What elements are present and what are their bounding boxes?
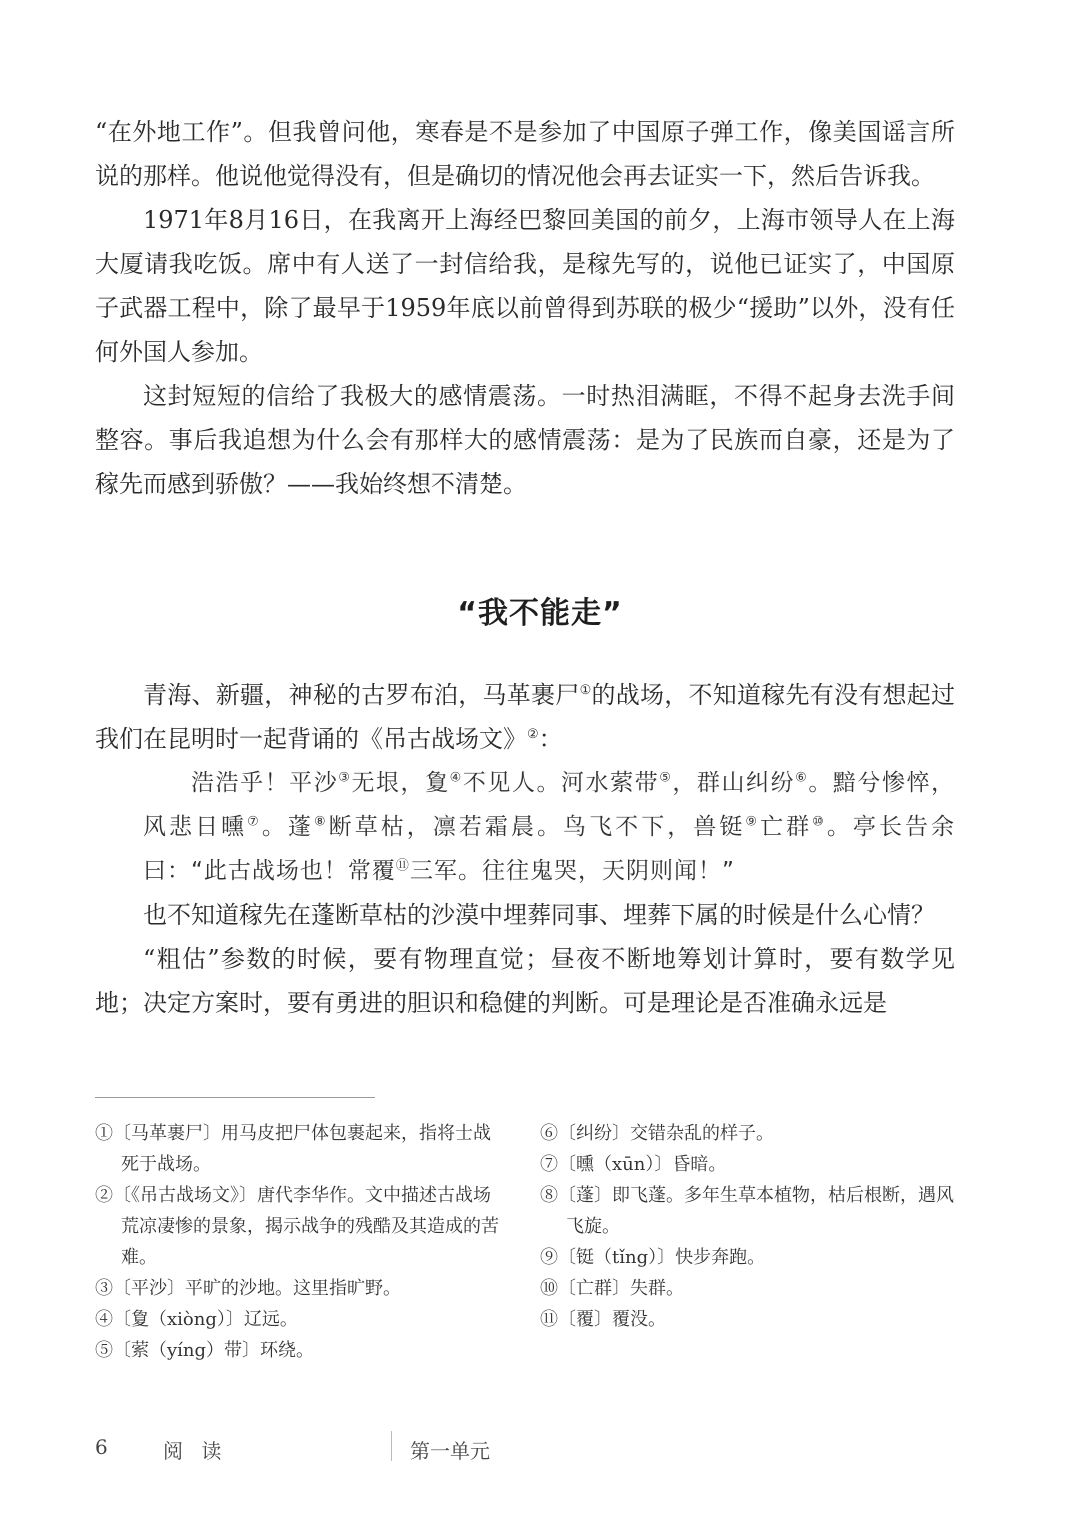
text-run: 不见人。河水萦带 bbox=[462, 770, 660, 796]
footnote: ⑩〔亡群〕失群。 bbox=[540, 1278, 684, 1299]
footnote: ⑪〔覆〕覆没。 bbox=[540, 1309, 666, 1330]
text-run: 无垠，夐 bbox=[351, 770, 450, 796]
text-run: 。黯兮惨悴，风悲日曛 bbox=[143, 770, 956, 840]
footnote-divider bbox=[95, 1097, 375, 1098]
text-run: 。亭长告余曰：“此古战场也！常覆 bbox=[143, 814, 956, 884]
text-run: 的战场，不知道稼先有没有想起过我们在昆明时一起背诵的《吊古战场文》 bbox=[95, 681, 956, 753]
text-run: 三军。往往鬼哭，天阴则闻！” bbox=[409, 858, 735, 884]
footnote-ref: ⑤ bbox=[659, 770, 673, 786]
section-heading: “我不能走” bbox=[457, 596, 623, 631]
section-two-text bbox=[95, 673, 955, 1025]
footnote: ②〔《吊古战场文》〕唐代李华作。文中描述古战场荒凉凄惨的景象，揭示战争的残酷及其造成的苦难。 bbox=[95, 1185, 499, 1268]
paragraph bbox=[95, 673, 955, 761]
footnote-ref: ③ bbox=[338, 770, 352, 786]
section-label: 阅 读 bbox=[163, 1439, 228, 1463]
text-run: 青海、新疆，神秘的古罗布泊，马革裹尸 bbox=[143, 681, 580, 709]
footnote-ref: ⑧ bbox=[313, 814, 329, 830]
footnote: ⑤〔萦（yíng）带〕环绕。 bbox=[95, 1340, 315, 1361]
footnote-ref: ⑨ bbox=[745, 814, 761, 830]
page-number: 6 bbox=[95, 1435, 108, 1459]
block-quote bbox=[95, 761, 955, 893]
paragraph: 也不知道稼先在蓬断草枯的沙漠中埋葬同事、埋葬下属的时候是什么心情？ bbox=[143, 901, 935, 929]
text-run: ，群山纠纷 bbox=[672, 770, 796, 796]
footnote: ⑦〔曛（xūn）〕昏暗。 bbox=[540, 1154, 727, 1175]
paragraph: 1971年8月16日，在我离开上海经巴黎回美国的前夕，上海市领导人在上海大厦请我吃饭。席中有人送了一封信给我，是稼先写的，说他已证实了，中国原子武器工程中，除了最早于1959年底以前曾得到苏联的极少“援助”以外，没有任何外国人参加。 bbox=[95, 206, 955, 366]
footnote: ③〔平沙〕平旷的沙地。这里指旷野。 bbox=[95, 1278, 401, 1299]
footnote: ④〔夐（xiòng）〕辽远。 bbox=[95, 1309, 298, 1330]
paragraph: “在外地工作”。但我曾问他，寒春是不是参加了中国原子弹工作，像美国谣言所说的那样。他说他觉得没有，但是确切的情况他会再去证实一下，然后告诉我。 bbox=[95, 118, 955, 190]
text-run: 浩浩乎！平沙 bbox=[191, 770, 339, 796]
text-run: 。蓬 bbox=[261, 814, 314, 840]
paragraph: “粗估”参数的时候，要有物理直觉；昼夜不断地筹划计算时，要有数学见地；决定方案时，要有勇进的胆识和稳健的判断。可是理论是否准确永远是 bbox=[95, 945, 955, 1017]
section-one-text bbox=[95, 110, 955, 506]
text-run: ： bbox=[538, 725, 563, 753]
text-run: 亡群 bbox=[760, 814, 813, 840]
page-footer bbox=[0, 1435, 1080, 1465]
footnote-ref: ⑦ bbox=[247, 814, 262, 830]
footnote-ref: ① bbox=[579, 683, 592, 698]
footnotes-left-column bbox=[95, 1118, 500, 1366]
footnotes-right-column bbox=[540, 1118, 960, 1335]
footnote-ref: ⑥ bbox=[795, 770, 809, 786]
footnote-ref: ⑩ bbox=[812, 814, 827, 830]
footnote-ref: ⑪ bbox=[395, 858, 410, 874]
footnote-ref: ② bbox=[527, 727, 539, 742]
footnote: ①〔马革裹尸〕用马皮把尸体包裹起来，指将士战死于战场。 bbox=[95, 1123, 491, 1175]
footnote: ⑨〔铤（tǐng）〕快步奔跑。 bbox=[540, 1247, 766, 1268]
footnote-ref: ④ bbox=[449, 770, 463, 786]
unit-label: 第一单元 bbox=[410, 1439, 490, 1463]
text-run: 断草枯，凛若霜晨。鸟飞不下，兽铤 bbox=[328, 814, 746, 840]
footer-divider bbox=[391, 1431, 392, 1461]
footnote: ⑧〔蓬〕即飞蓬。多年生草本植物，枯后根断，遇风飞旋。 bbox=[540, 1185, 954, 1237]
paragraph: 这封短短的信给了我极大的感情震荡。一时热泪满眶，不得不起身去洗手间整容。事后我追想为什么会有那样大的感情震荡：是为了民族而自豪，还是为了稼先而感到骄傲？——我始终想不清楚。 bbox=[95, 382, 955, 498]
footnote: ⑥〔纠纷〕交错杂乱的样子。 bbox=[540, 1123, 774, 1144]
